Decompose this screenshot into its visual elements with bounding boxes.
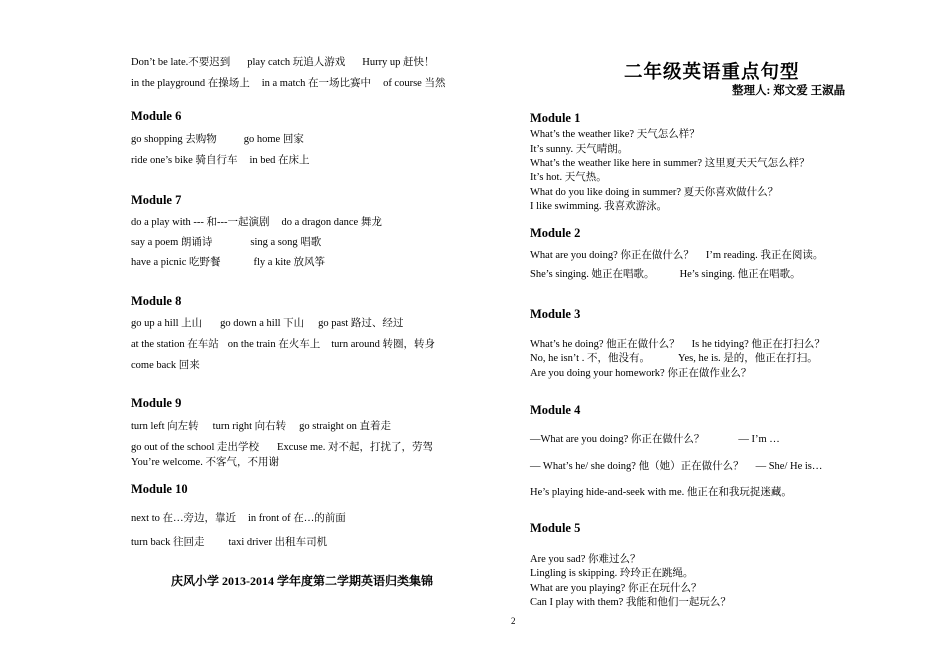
module-10-heading: Module 10 [131, 482, 188, 496]
sentence: —What are you doing? 你正在做什么？ [530, 434, 705, 445]
phrase: play catch 玩追人游戏 [247, 57, 346, 68]
module-10-line-1 [131, 510, 346, 525]
phrase: in a match 在一场比赛中 [261, 78, 372, 89]
module-1-line-5: What do you like doing in summer? 夏天你喜欢做什么？ [530, 187, 779, 198]
phrase: in the playground 在操场上 [131, 78, 250, 89]
module-8-line-3 [131, 357, 200, 372]
sentence: — She/ He is… [755, 461, 823, 472]
module-4-line-3 [530, 484, 792, 499]
module-9-line-2 [131, 439, 433, 454]
page-title: 二年级英语重点句型 [624, 63, 800, 83]
module-6-heading: Module 6 [131, 109, 182, 123]
module-5-line-4: Can I play with them? 我能和他们一起玩么？ [530, 597, 731, 608]
phrase: go down a hill 下山 [220, 318, 305, 329]
phrase: go shopping 去购物 [131, 134, 217, 145]
module-3-heading: Module 3 [530, 307, 581, 321]
sentence: He’s singing. 他正在唱歌。 [679, 269, 801, 280]
phrase: in bed 在床上 [249, 155, 310, 166]
phrase: You’re welcome. 不客气，不用谢 [131, 457, 279, 468]
phrase: next to 在…旁边，靠近 [131, 513, 236, 524]
module-2-line-1 [530, 247, 823, 262]
sentence: What are you doing? 你正在做什么？ [530, 250, 694, 261]
module-3-line-2 [530, 350, 818, 365]
module-7-line-2 [131, 234, 321, 249]
module-7-line-3 [131, 254, 325, 269]
module-1-line-6: I like swimming. 我喜欢游泳。 [530, 201, 668, 212]
module-9-line-3 [131, 454, 279, 469]
module-4-line-1 [530, 431, 780, 446]
phrase: Don’t be late.不要迟到 [131, 57, 231, 68]
sentence: — What’s he/ she doing? 他（她）正在做什么？ [530, 461, 744, 472]
sentence: He’s playing hide-and-seek with me. 他正在和我玩捉迷藏。 [530, 487, 792, 498]
phrase: turn around 转圈，转身 [331, 339, 436, 350]
phrase: do a dragon dance 舞龙 [281, 217, 382, 228]
module-9-heading: Module 9 [131, 396, 182, 410]
sentence: She’s singing. 她正在唱歌。 [530, 269, 655, 280]
module-5-heading: Module 5 [530, 521, 581, 535]
page-number: 2 [511, 616, 516, 626]
module-8-heading: Module 8 [131, 294, 182, 308]
phrase: turn right 向右转 [212, 421, 287, 432]
module-2-line-2 [530, 266, 801, 281]
page-subtitle: 整理人: 郑文爱 王淑晶 [732, 85, 846, 97]
phrase: ride one’s bike 骑自行车 [131, 155, 238, 166]
module-7-line-1 [131, 214, 382, 229]
phrase: of course 当然 [383, 78, 446, 89]
module-1-line-2: It’s sunny. 天气晴朗。 [530, 144, 629, 155]
module-4-heading: Module 4 [530, 403, 581, 417]
phrase: do a play with --- 和---一起演剧 [131, 217, 270, 228]
phrase: have a picnic 吃野餐 [131, 257, 221, 268]
left-footer: 庆风小学 2013-2014 学年度第二学期英语归类集锦 [171, 574, 433, 588]
phrase: come back 回来 [131, 360, 200, 371]
module-5-line-3: What are you playing? 你正在玩什么？ [530, 583, 702, 594]
phrase: go past 路过、经过 [318, 318, 404, 329]
module-1-line-4: It’s hot. 天气热。 [530, 172, 607, 183]
module-6-line-2 [131, 152, 310, 167]
sentence: Yes, he is. 是的，他正在打扫。 [677, 353, 818, 364]
module-5-line-2: Lingling is skipping. 玲玲正在跳绳。 [530, 568, 694, 579]
phrase: sing a song 唱歌 [250, 237, 322, 248]
phrase: go home 回家 [243, 134, 304, 145]
phrase: taxi driver 出租车司机 [228, 537, 328, 548]
module-6-line-1 [131, 131, 304, 146]
module-2-heading: Module 2 [530, 226, 581, 240]
phrase: say a poem 朗诵诗 [131, 237, 213, 248]
sentence: — I’m … [738, 434, 780, 445]
sentence: I’m reading. 我正在阅读。 [705, 250, 824, 261]
phrase: on the train 在火车上 [227, 339, 321, 350]
intro-line-2 [131, 75, 445, 90]
sentence: Is he tidying? 他正在打扫么？ [691, 339, 825, 350]
module-8-line-1 [131, 315, 403, 330]
phrase: go up a hill 上山 [131, 318, 203, 329]
module-3-line-1 [530, 336, 825, 351]
phrase: go out of the school 走出学校 [131, 442, 260, 453]
module-7-heading: Module 7 [131, 193, 182, 207]
sentence: What’s he doing? 他正在做什么？ [530, 339, 680, 350]
phrase: at the station 在车站 [131, 339, 219, 350]
sentence: Are you doing your homework? 你正在做作业么？ [530, 368, 752, 379]
phrase: Excuse me. 对不起，打扰了，劳驾 [277, 442, 434, 453]
module-4-line-2 [530, 458, 822, 473]
phrase: Hurry up 赶快！ [362, 57, 435, 68]
phrase: fly a kite 放风筝 [253, 257, 325, 268]
module-1-line-1: What’s the weather like? 天气怎么样？ [530, 129, 700, 140]
module-1-line-3: What’s the weather like here in summer? 这里夏天天气怎么样？ [530, 158, 810, 169]
phrase: go straight on 直着走 [299, 421, 392, 432]
sentence: No, he isn’t . 不，他没有。 [530, 353, 650, 364]
module-1-heading: Module 1 [530, 111, 581, 125]
intro-line-1 [131, 54, 435, 69]
phrase: in front of 在…的前面 [248, 513, 346, 524]
module-10-line-2 [131, 534, 327, 549]
module-8-line-2 [131, 336, 435, 351]
module-5-line-1: Are you sad? 你难过么？ [530, 554, 641, 565]
module-9-line-1 [131, 418, 391, 433]
phrase: turn left 向左转 [131, 421, 199, 432]
phrase: turn back 往回走 [131, 537, 205, 548]
module-3-line-3 [530, 365, 751, 380]
